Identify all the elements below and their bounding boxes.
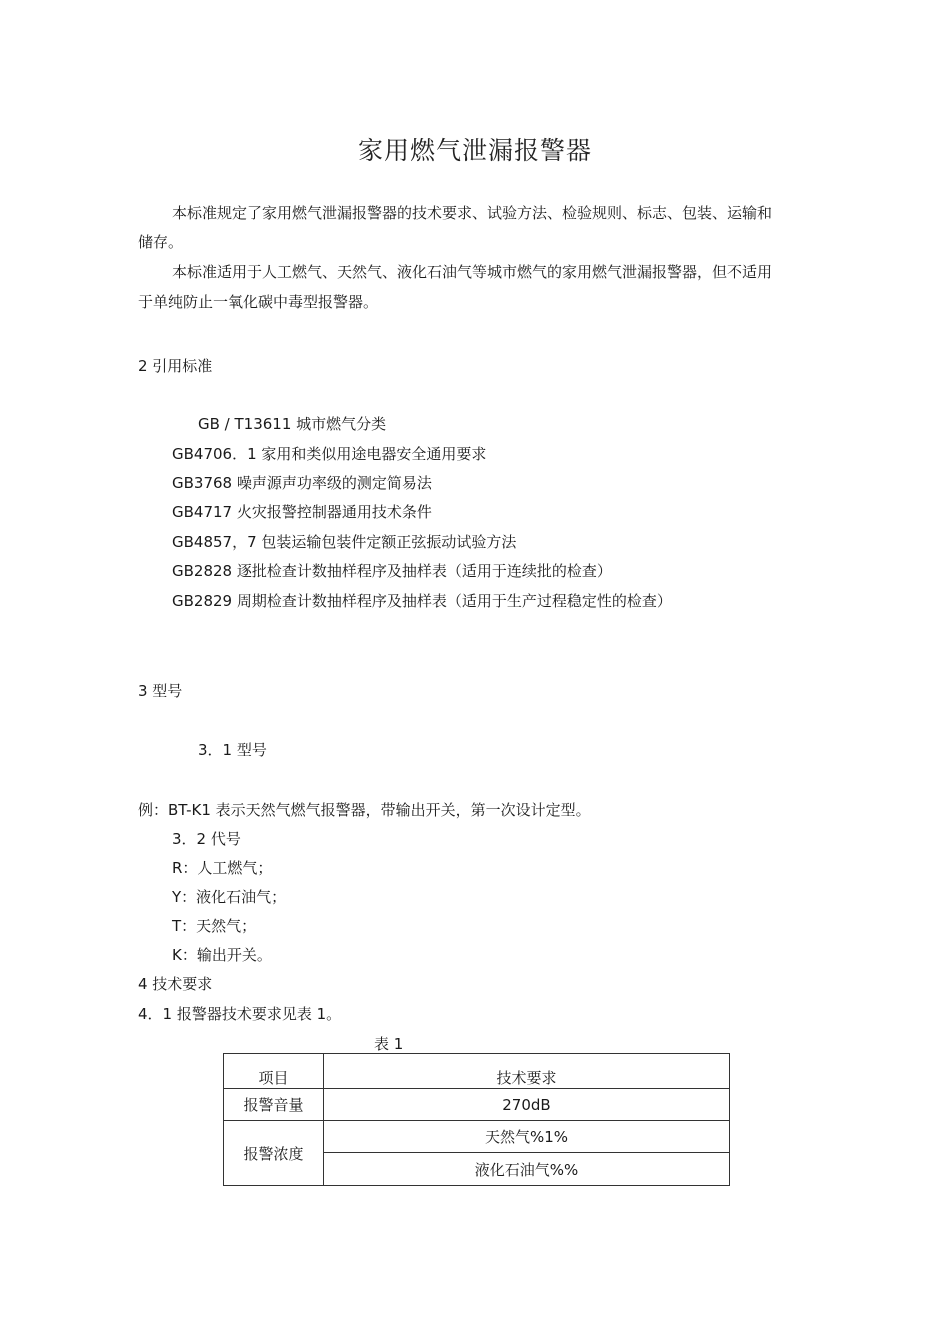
intro-paragraph-2-line-1: 本标准适用于人工燃气、天然气、液化石油气等城市燃气的家用燃气泄漏报警器，但不适用: [172, 263, 773, 281]
intro-paragraph-1-line-2: 储存。: [138, 233, 184, 251]
section-4-1-text: 4．1 报警器技术要求见表 1。: [138, 1005, 342, 1023]
table-header-item: 项目: [224, 1054, 324, 1089]
section-4-heading: 4 技术要求: [138, 975, 213, 993]
table-row: [224, 1089, 730, 1121]
model-example: 例：BT-K1 表示天然气燃气报警器，带输出开关，第一次设计定型。: [138, 801, 591, 819]
reference-standard-item: GB3768 噪声源声功率级的测定简易法: [172, 474, 432, 492]
section-3-1-heading: 3．1 型号: [198, 741, 267, 759]
intro-paragraph-1-line-1: 本标准规定了家用燃气泄漏报警器的技术要求、试验方法、检验规则、标志、包装、运输和: [172, 204, 773, 222]
alarm-volume-value: 270dB: [324, 1089, 730, 1121]
section-3-heading: 3 型号: [138, 682, 183, 700]
section-2-heading: 2 引用标准: [138, 357, 213, 375]
code-item: R：人工燃气；: [172, 859, 273, 877]
table-row: [224, 1121, 730, 1153]
alarm-concentration-label: 报警浓度: [224, 1121, 324, 1186]
table-header-row: [224, 1054, 730, 1089]
document-title: 家用燃气泄漏报警器: [357, 136, 592, 165]
table-1-caption: 表 1: [374, 1035, 404, 1053]
section-3-2-heading: 3．2 代号: [172, 830, 241, 848]
reference-standard-item: GB4857，7 包装运输包装件定额正弦振动试验方法: [172, 533, 517, 551]
technical-requirements-table: [223, 1053, 730, 1186]
alarm-volume-label: 报警音量: [224, 1089, 324, 1121]
reference-standard-item: GB4706．1 家用和类似用途电器安全通用要求: [172, 445, 487, 463]
code-item: Y：液化石油气；: [172, 888, 287, 906]
code-item: T：天然气；: [172, 917, 257, 935]
reference-standard-item: GB2829 周期检查计数抽样程序及抽样表（适用于生产过程稳定性的检查）: [172, 592, 672, 610]
reference-standard-item: GB4717 火灾报警控制器通用技术条件: [172, 503, 432, 521]
reference-standard-item: GB / T13611 城市燃气分类: [198, 415, 387, 433]
concentration-lpg: 液化石油气%%: [324, 1153, 730, 1186]
reference-standard-item: GB2828 逐批检查计数抽样程序及抽样表（适用于连续批的检查）: [172, 562, 612, 580]
intro-paragraph-2-line-2: 于单纯防止一氧化碳中毒型报警器。: [138, 293, 379, 311]
table-header-requirement: 技术要求: [324, 1054, 730, 1089]
concentration-natural-gas: 天然气%1%: [324, 1121, 730, 1153]
code-item: K：输出开关。: [172, 946, 272, 964]
